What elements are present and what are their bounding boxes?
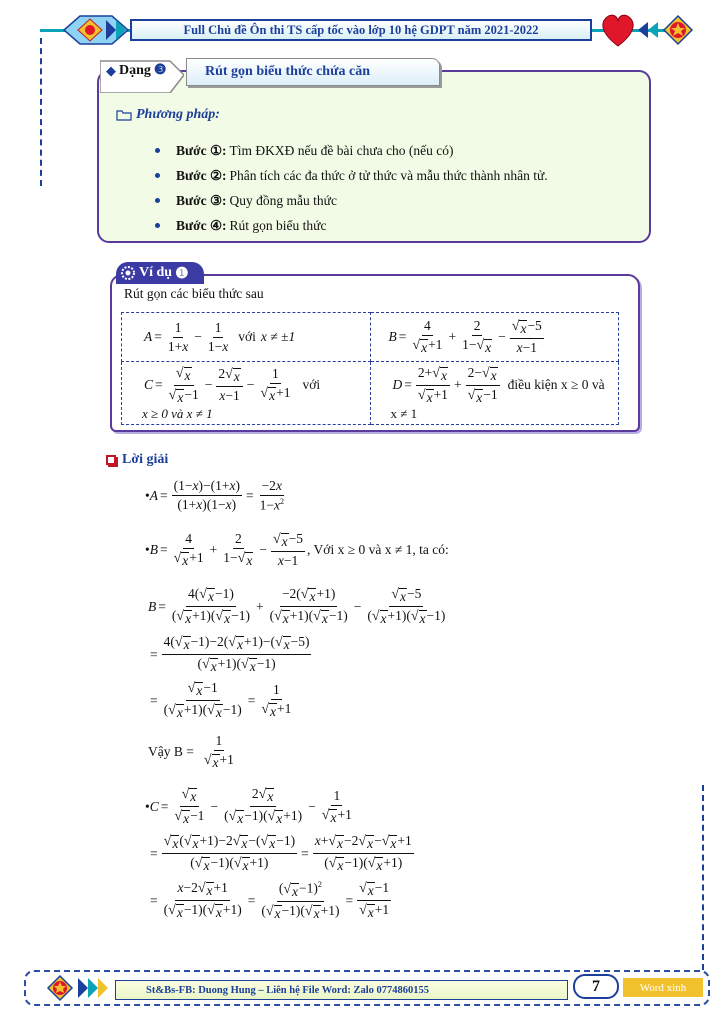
example-table xyxy=(121,312,619,425)
solution-b-line-2: B = 4( √ x −1) ( √ x +1)( √ x −1) + −2( √ x +1) ( √ x +1)( √ x −1) − √ x −5 ( √ x +1)( √ x −1) xyxy=(148,586,446,626)
folder-icon xyxy=(116,109,132,121)
solution-c-line-3: = x−2 √ x +1 ( √ x −1)( √ x +1) = ( √ x −1)$^2$ ( √ x −1)( √ x +1) = √ x −1 √ x +1 xyxy=(150,880,390,921)
cell-a: A = $\frac{1}{1+x}$ − $\frac{1}{1-x}$ với x ≠ ±1 xyxy=(122,313,371,362)
list-item: Bước ①: Tìm ĐKXĐ nếu đề bài chưa cho (nếu có) xyxy=(155,138,548,163)
footer-text: St&Bs-FB: Duong Hung – Liên hệ File Word: Zalo 0774860155 xyxy=(146,984,430,996)
header-title-bar xyxy=(130,19,592,41)
footer-bar xyxy=(115,980,568,1000)
solution-b-line-3: = 4( √ x −1)−2( √ x +1)−( √ x −5) ( √ x +1)( √ x −1) xyxy=(150,634,310,674)
cell-b: B = 4 √ x +1 + 2 1− √ x − √ x −5 x−1 xyxy=(370,313,619,362)
heart-icon xyxy=(603,15,633,46)
list-item: Bước ③: Quy đồng mẫu thức xyxy=(155,188,548,213)
header-title: Full Chủ đề Ôn thi TS cấp tốc vào lớp 10 hệ GDPT năm 2021-2022 xyxy=(183,22,539,37)
cell-d: D = 2+ √ x √ x +1 + 2− √ x √ x −1 điều kiện x ≥ 0 và x ≠ 1 xyxy=(370,362,619,425)
brand-label: Word xinh xyxy=(623,978,703,997)
dang-number: ❸ xyxy=(153,63,167,78)
left-dashed-line xyxy=(40,38,42,186)
square-bullet-icon xyxy=(106,455,116,465)
example-tab: Ví dụ ❶ xyxy=(116,262,204,284)
header-right-decoration xyxy=(598,10,706,50)
bullet-icon xyxy=(155,148,160,153)
bullet-icon xyxy=(155,173,160,178)
example-number: ❶ xyxy=(175,265,189,282)
header-left-decoration xyxy=(62,14,132,46)
solution-b-line-4: = √ x −1 ( √ x +1)( √ x −1) = 1 √ x +1 xyxy=(150,680,292,720)
gear-icon xyxy=(120,265,136,281)
list-item: Bước ④: Rút gọn biểu thức xyxy=(155,213,548,238)
example-intro: Rút gọn các biểu thức sau xyxy=(124,286,264,301)
diamond-icon: ◆ xyxy=(106,62,116,78)
cell-c: C = √ x √ x −1 − 2 √ x x−1 − 1 √ x +1 với x ≥ 0 và x ≠ 1 xyxy=(122,362,371,425)
dang-title: Rút gọn biểu thức chứa căn xyxy=(205,64,370,79)
dang-title-bar xyxy=(186,58,440,86)
sun-icon xyxy=(85,25,95,35)
solution-c-line-2: = √ x ( √ x +1)−2 √ x −( √ x −1) ( √ x −1)( √ x +1) = x+ √ x −2 √ x − √ x +1 ( √ x −1)( √ x +1) xyxy=(150,833,412,873)
page-number: 7 xyxy=(573,974,619,999)
method-steps xyxy=(155,138,548,238)
solution-c-line-1: • C = √ x √ x −1 − 2 √ x ( √ x −1)( √ x +1) − 1 √ x +1 xyxy=(145,786,352,826)
method-title: Phương pháp: xyxy=(116,107,220,123)
solution-title: Lời giải xyxy=(106,452,168,468)
solution-a: • A = $\frac{(1-x)-(1+x)}{(1+x)(1-x)}$ = $\frac{-2x}{1-x^2}$ xyxy=(145,478,284,513)
solution-b-line-1: • B = 4 √ x +1 + 2 1− √ x − √ x −5 x−1 , Với x ≥ 0 và x ≠ 1, ta có: xyxy=(145,531,449,568)
list-item: Bước ②: Phân tích các đa thức ở tử thức và mẫu thức thành nhân tử. xyxy=(155,163,548,188)
dang-label: ◆ Dạng ❸ xyxy=(106,62,167,78)
solution-b-conclusion: Vậy B = 1 √ x +1 xyxy=(148,733,234,770)
bullet-icon xyxy=(155,198,160,203)
bullet-icon xyxy=(155,223,160,228)
right-dashed-line xyxy=(702,785,704,970)
footer-left-decoration xyxy=(30,972,118,1004)
